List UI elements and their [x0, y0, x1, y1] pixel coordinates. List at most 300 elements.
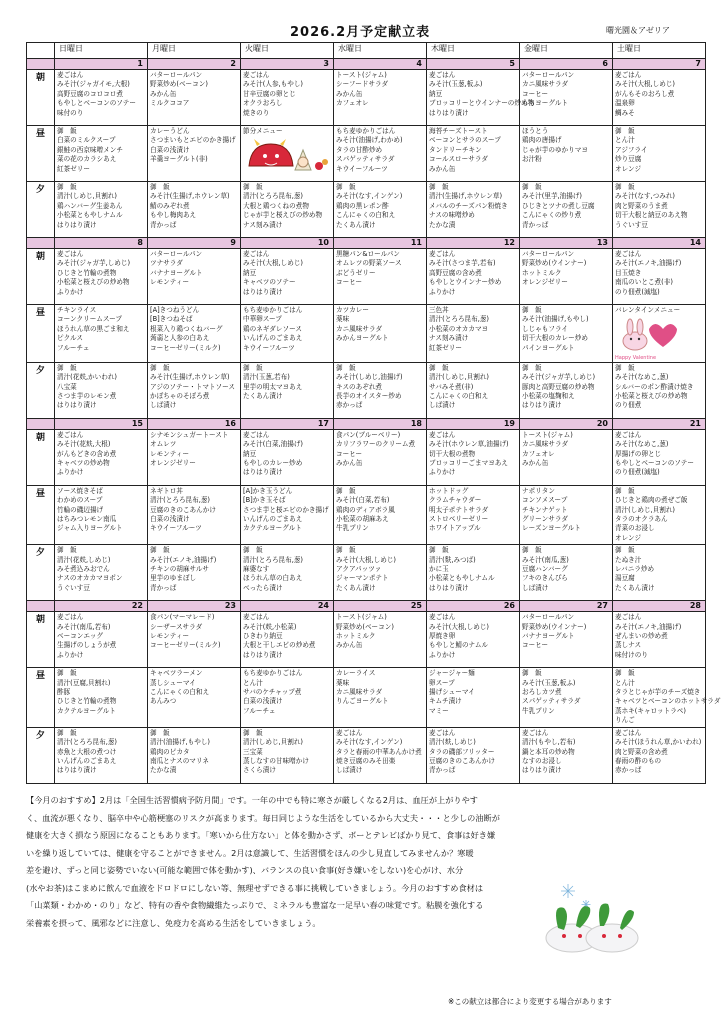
menu-item: ジャム入りヨーグルト — [57, 524, 123, 533]
menu-item: 御 飯 — [615, 546, 635, 555]
menu-item: 黒糖パン&ロールパン — [336, 250, 400, 258]
menu-item: ベーコンエッグ — [57, 632, 104, 641]
menu-item: タンドリーチキン — [429, 145, 482, 154]
menu-item: みそ煮込みおでん — [57, 565, 110, 574]
dinner-cell — [613, 545, 706, 601]
dinner-cell — [334, 545, 427, 601]
menu-item: 御 飯 — [243, 728, 263, 737]
menu-item: とん汁 — [243, 678, 263, 687]
date-number: 19 — [427, 418, 520, 429]
menu-item: みそ汁(大根,しめじ) — [336, 555, 396, 564]
breakfast-cell — [613, 70, 706, 126]
dinner-cell — [613, 182, 706, 238]
menu-item: レーズンヨーグルト — [522, 524, 581, 533]
menu-item: 蒸しなすの甘味噌かけ — [243, 756, 309, 765]
essay-line: 【今月のおすすめ】2月は「全国生活習慣病予防月間」です。一年の中でも特に寒さが厳しくなる2月は、血圧が上がりやす — [26, 795, 478, 805]
menu-item: もやしとベーコンのソテー — [615, 459, 694, 468]
menu-item: なすのお浸し — [522, 756, 562, 765]
menu-item: 清汁(花麸,かいわれ) — [57, 373, 117, 382]
menu-item: ナス刻み漬け — [429, 334, 469, 343]
menu-item: タラの磯部フリッター — [429, 747, 495, 756]
menu-item: オレンジ — [615, 533, 642, 542]
menu-item: 清汁(しめじ,貝割れ) — [243, 738, 303, 747]
date-number: 18 — [334, 418, 427, 429]
menu-item: 小松菜の胡麻あえ — [336, 515, 389, 524]
menu-item: バナナヨーグルト — [150, 268, 203, 277]
menu-item: はりはり漬け — [57, 220, 97, 229]
breakfast-cell — [427, 70, 535, 126]
menu-item: 野菜炒め(ベーコン) — [150, 80, 208, 89]
breakfast-cell — [148, 70, 241, 126]
menu-item: カレーうどん — [150, 127, 190, 135]
menu-item: みかんヨーグルト — [336, 334, 389, 343]
menu-item: 明太子ポテトサラダ — [429, 505, 489, 514]
lunch-cell — [241, 126, 334, 182]
menu-item: ももヨーグルト — [522, 99, 568, 108]
meal-label: 昼 — [27, 126, 55, 182]
menu-item: 麦ごはん — [243, 71, 270, 79]
menu-item: みそ汁(生揚げ,ホウレン草) — [150, 373, 230, 382]
date-number: 22 — [55, 601, 148, 612]
menu-item: 清汁(麩,みつば) — [429, 555, 476, 564]
menu-item: オムレツ — [150, 440, 177, 449]
menu-item: はりはり漬け — [243, 468, 283, 477]
menu-item: [B]きつねそば — [150, 315, 193, 324]
menu-item: カニ風味サラダ — [522, 80, 569, 89]
lunch-cell — [520, 485, 613, 544]
menu-item: 御 飯 — [336, 363, 356, 372]
menu-item: カニ風味サラダ — [336, 688, 383, 697]
menu-item: みそ汁(里芋,油揚げ) — [522, 192, 582, 201]
menu-item: ピクルス — [57, 334, 83, 343]
essay-line: 差を避け、ずっと同じ姿勢でいない(可能な範囲で体を動かす)、バランスの良い食事(好き嫌いをしない)を心がけ、水分 — [26, 865, 464, 875]
menu-item: しじゃもフライ — [522, 324, 568, 333]
menu-body — [27, 59, 721, 784]
menu-item: 鶏肉の黒レポン酢 — [336, 201, 389, 210]
menu-item: 竹輪の磯辺揚げ — [57, 505, 104, 514]
menu-item: みそ汁(ジャガ芋,しめじ) — [522, 373, 596, 382]
breakfast-cell — [427, 612, 520, 668]
date-number: 16 — [148, 418, 241, 429]
menu-item: レバニラ炒め — [615, 565, 655, 574]
menu-item: オクラおろし — [243, 99, 283, 108]
menu-item: タラとじゃが芋のチーズ焼き — [615, 688, 701, 697]
menu-item: 清汁(とろろ昆布,葱) — [243, 555, 303, 564]
date-number: 24 — [241, 601, 334, 612]
essay-line: 栄養素を摂って、風邪などに注意し、免疫力を高める生活をしていきましょう。 — [26, 917, 321, 928]
menu-item: 紅茶ゼリー — [429, 343, 462, 352]
menu-item: みそ汁(南瓜,若布) — [57, 622, 111, 631]
menu-item: カニ風味サラダ — [522, 440, 569, 449]
menu-item: しば漬け — [429, 401, 456, 410]
menu-item: みかん缶 — [336, 89, 363, 98]
date-row — [27, 238, 706, 249]
breakfast-cell — [613, 612, 706, 668]
menu-item: みそ汁(麸,小松菜) — [243, 622, 297, 631]
menu-item: 赤かっぱ — [615, 766, 642, 775]
menu-item: アクアパッツァ — [336, 565, 382, 574]
menu-item: アジフライ — [615, 145, 648, 154]
menu-item: みそ汁(大根,しめじ) — [429, 622, 489, 631]
menu-item: しば漬け — [336, 766, 363, 775]
menu-item: みそ汁(ジャガイモ,大根) — [57, 80, 130, 89]
dinner-cell — [55, 182, 148, 238]
menu-item: ストロベリーゼリー — [429, 515, 489, 524]
weekday-header: 土曜日 — [613, 43, 706, 59]
menu-item: みそ汁(生揚げ,ホウレン草) — [150, 192, 230, 201]
lunch-cell — [55, 126, 148, 182]
menu-item: お汁粉 — [522, 155, 542, 164]
menu-item: ひきわり納豆 — [243, 632, 283, 641]
menu-item: ふりかけ — [57, 650, 84, 659]
menu-item: 麦ごはん — [522, 728, 549, 737]
date-number: 14 — [613, 238, 706, 249]
lunch-row — [27, 668, 706, 727]
menu-item: 銀鮭の西京味噌メンチ — [57, 145, 123, 154]
lunch-cell — [613, 668, 721, 727]
dinner-row — [27, 727, 706, 783]
menu-item: 御 飯 — [336, 183, 356, 191]
dinner-cell — [241, 727, 334, 783]
menu-item: べったら漬け — [243, 583, 283, 592]
menu-item: グリーンサラダ — [522, 515, 568, 524]
menu-item: 御 飯 — [243, 183, 263, 191]
menu-item: みそ汁(花麸,大根) — [57, 440, 111, 449]
menu-item: ブロッコリーとウインナーの炒め物 — [429, 99, 535, 108]
dinner-cell — [148, 545, 241, 601]
menu-item: はりはり漬け — [57, 401, 97, 410]
meal-label: 夕 — [27, 182, 55, 238]
menu-item: さつま芋のレモン煮 — [57, 392, 117, 401]
date-number: 3 — [241, 59, 334, 70]
menu-item: ソース焼きそば — [57, 486, 103, 495]
menu-item: カリフラワーのクリーム煮 — [336, 440, 416, 449]
menu-item: 御 飯 — [615, 669, 635, 678]
menu-item: 御 飯 — [57, 728, 77, 737]
date-number: 25 — [334, 601, 427, 612]
menu-item: 麦ごはん — [615, 250, 642, 258]
menu-item: 卵スープ — [429, 678, 455, 687]
menu-item: フキのきんぴら — [522, 574, 568, 583]
dinner-cell — [241, 545, 334, 601]
breakfast-cell — [520, 429, 613, 485]
lunch-cell — [55, 305, 148, 363]
menu-item: 麦ごはん — [429, 71, 456, 79]
menu-item: コーヒー — [336, 449, 363, 458]
dinner-cell — [55, 362, 148, 418]
menu-item: 厚揚げの卵とじ — [615, 449, 662, 458]
menu-item: 麦ごはん — [615, 728, 642, 737]
menu-item: もち麦ゆかりごはん — [243, 306, 303, 314]
menu-item: とん汁 — [615, 678, 635, 687]
dinner-cell — [148, 182, 241, 238]
menu-item: みそ汁(大根,しめじ) — [243, 259, 303, 268]
menu-item: カツカレー — [336, 306, 369, 314]
menu-item: キャベツとベーコンのホットサラダ — [615, 697, 721, 706]
menu-item: たくあん漬け — [243, 392, 283, 401]
menu-item: 清汁(とろろ昆布,葱) — [150, 496, 210, 505]
menu-item: サバのケチャップ煮 — [243, 688, 302, 697]
menu-item: フルーチェ — [57, 343, 90, 352]
menu-item: バターロールパン — [150, 71, 203, 79]
menu-item: ジャージャー麺 — [429, 669, 475, 678]
menu-item: ふりかけ — [429, 287, 456, 296]
menu-item: みそ汁(油揚げ,わかめ) — [336, 136, 403, 145]
menu-item: カクテルヨーグルト — [57, 706, 116, 715]
essay-line: く、血流が悪くなり、脳卒中や心筋梗塞のリスクが高まります。毎日同じような生活をしているから大丈夫・・・と少しの油断が — [26, 812, 500, 823]
lunch-cell — [427, 305, 520, 363]
meal-label: 朝 — [27, 612, 55, 668]
menu-item: ふりかけ — [429, 650, 456, 659]
snow-rabbit-icon — [528, 878, 648, 958]
menu-item: はりはり漬け — [522, 401, 562, 410]
menu-item: みそ汁(ホウレン草,油揚げ) — [429, 440, 509, 449]
menu-item: 三色丼 — [429, 306, 449, 314]
menu-item: 青かっぱ — [429, 766, 456, 775]
lunch-cell — [427, 126, 520, 182]
dinner-cell — [520, 727, 613, 783]
menu-item: 牛乳プリン — [336, 524, 369, 533]
menu-item: 目玉焼き — [615, 268, 642, 277]
breakfast-cell — [241, 429, 334, 485]
date-number: 6 — [520, 59, 613, 70]
menu-item: もやし梅肉あえ — [150, 211, 197, 220]
menu-item: アジのソテー・トマトソース — [150, 382, 235, 391]
menu-item: 野菜炒め(ベーコン) — [336, 622, 394, 631]
menu-item: 南瓜とナスのマリネ — [150, 756, 209, 765]
menu-item: オムレツの野菜ソース — [336, 259, 402, 268]
menu-item: いんげんのごまあえ — [243, 334, 303, 343]
menu-item: 切干大根の煮物 — [429, 449, 476, 458]
menu-item: 清汁(とろろ昆布,葱) — [57, 738, 117, 747]
menu-item: みそ汁(白菜,油揚げ) — [243, 440, 303, 449]
menu-item: 鶏肉のディアボラ風 — [336, 505, 395, 514]
date-number: 2 — [148, 59, 241, 70]
menu-item: たくあん漬け — [336, 220, 376, 229]
menu-item: キウイーフルーツ — [243, 343, 295, 352]
menu-item: はりはり漬け — [429, 108, 469, 117]
menu-item: レモンティー — [150, 449, 190, 458]
menu-item: みそ汁(ほうれん草,かいわれ) — [615, 738, 702, 747]
weekday-header: 日曜日 — [55, 43, 148, 59]
menu-item: カクテルヨーグルト — [243, 524, 302, 533]
menu-item: 麦ごはん — [615, 613, 642, 622]
menu-item: みそ汁(エノキ,油揚げ) — [615, 622, 682, 631]
menu-item: バターロールパン — [522, 613, 575, 622]
menu-item: はりはり漬け — [243, 287, 283, 296]
menu-item: バターロールパン — [522, 250, 575, 258]
breakfast-row — [27, 429, 706, 485]
menu-item: 御 飯 — [57, 127, 77, 135]
menu-item: 御 飯 — [522, 183, 542, 191]
menu-item: ブロッコリーごまマヨあえ — [429, 459, 508, 468]
menu-item: サバみそ煮(非) — [429, 382, 474, 391]
lunch-cell — [148, 485, 241, 544]
menu-table — [26, 42, 721, 784]
menu-item: 麻婆なす — [243, 565, 270, 574]
menu-item: 長芋のオイスター炒め — [336, 392, 402, 401]
menu-item: ホットミルク — [336, 632, 376, 641]
breakfast-cell — [613, 429, 706, 485]
dinner-cell — [520, 182, 613, 238]
menu-item: りんごヨーグルト — [336, 697, 389, 706]
menu-item: 高野豆腐の含め煮 — [429, 268, 482, 277]
menu-item: 御 飯 — [336, 486, 356, 495]
lunch-cell — [55, 485, 148, 544]
essay-line: 「山菜類・わかめ・のり」など、特有の香や食物繊維たっぷりで、ミネラルも豊富な一足早い春の味覚です。粘膜を強化する — [26, 900, 484, 910]
menu-item: もやしとウインナー炒め — [429, 278, 502, 287]
menu-item: 豆腐ハンバーグ — [522, 565, 568, 574]
menu-item: シーフードサラダ — [336, 80, 389, 89]
menu-item: 御 飯 — [429, 183, 449, 191]
lunch-cell — [613, 126, 706, 182]
dinner-cell — [334, 362, 427, 418]
menu-item: しば漬け — [522, 583, 549, 592]
menu-item: ほうれん草の白あえ — [243, 574, 303, 583]
menu-item: 焼きのり — [243, 108, 270, 117]
weekday-header: 金曜日 — [520, 43, 613, 59]
menu-item: 野菜炒め(ウインナー) — [522, 622, 587, 631]
menu-item: 清汁(とろろ昆布,葱) — [243, 192, 303, 201]
breakfast-cell — [334, 249, 427, 305]
breakfast-cell — [55, 249, 148, 305]
menu-item: 御 飯 — [150, 183, 170, 191]
menu-item: 南瓜のいとこ煮(非) — [615, 278, 673, 287]
menu-item: ベーコンとサラのスープ — [429, 136, 501, 145]
menu-item: ツナサラダ — [150, 259, 183, 268]
menu-item: みそ汁(なす,つみれ) — [615, 192, 675, 201]
menu-item: もやしとベーコンのソテー — [57, 99, 136, 108]
menu-item: 蒸しナス — [615, 641, 642, 650]
dinner-row — [27, 362, 706, 418]
breakfast-cell — [241, 70, 334, 126]
menu-item: キウイーフルーツ — [336, 164, 388, 173]
date-number: 21 — [613, 418, 706, 429]
date-number: 10 — [241, 238, 334, 249]
menu-item: 八宝菜 — [57, 382, 77, 391]
change-notice: ※この献立は都合により変更する場合があります — [448, 997, 612, 1006]
menu-item: 御 飯 — [522, 363, 542, 372]
menu-item: ひじきとツナの煮し豆腐 — [522, 201, 595, 210]
menu-item: 厚焼き卵 — [429, 632, 456, 641]
dinner-cell — [241, 362, 334, 418]
menu-item: みそ汁(人参,もやし) — [243, 80, 303, 89]
menu-item: [A]かき玉うどん — [243, 486, 293, 495]
menu-item: みそ汁(ジャガ芋,しめじ) — [57, 259, 131, 268]
menu-item: 清汁(麸,しめじ) — [429, 738, 476, 747]
menu-item: チキンナゲット — [522, 505, 568, 514]
menu-item: 清汁(しめじ,貝割れ) — [615, 505, 675, 514]
menu-item: 牛乳プリン — [522, 706, 555, 715]
menu-item: タラの甘酢炒め — [336, 145, 383, 154]
menu-item: ナスのオカカマヨポン — [57, 574, 123, 583]
menu-item: フルーチェ — [243, 706, 276, 715]
menu-item: ホットミルク — [522, 268, 562, 277]
menu-item: カフェオレ — [336, 99, 369, 108]
menu-item: 豆腐のきのこあんかけ — [429, 756, 495, 765]
menu-item: ナス刻み漬け — [243, 220, 283, 229]
menu-item: バターロールパン — [522, 71, 575, 79]
menu-item: 麦ごはん — [429, 728, 456, 737]
menu-item: 麦ごはん — [243, 613, 270, 622]
dinner-cell — [613, 727, 706, 783]
date-row — [27, 59, 706, 70]
menu-item: 温泉卵 — [615, 99, 635, 108]
menu-item: ひじきと鶏肉の煮ぜご飯 — [615, 496, 688, 505]
lunch-cell — [334, 668, 427, 727]
menu-item: 御 飯 — [150, 728, 170, 737]
menu-item: こんにゃくの白和え — [429, 392, 489, 401]
menu-item: りんご — [615, 716, 635, 725]
menu-item: オレンジゼリー — [522, 278, 568, 287]
menu-item: 麦ごはん — [615, 71, 642, 79]
menu-item: 青菜のお浸し — [615, 524, 655, 533]
menu-item: 紅茶ゼリー — [57, 164, 90, 173]
corner-cell — [27, 43, 55, 59]
menu-item: 白菜の浅漬け — [243, 697, 283, 706]
menu-item: 清汁(玉葱,若布) — [243, 373, 290, 382]
breakfast-cell — [427, 249, 520, 305]
menu-item: 菜の花のカラシあえ — [57, 155, 117, 164]
menu-item: 御 飯 — [522, 306, 542, 314]
menu-item: シナモンシュガートースト — [150, 430, 229, 439]
menu-item: たかな漬 — [429, 220, 456, 229]
menu-item: みそ汁(なす,インゲン) — [336, 738, 403, 747]
lunch-cell — [427, 485, 520, 544]
menu-item: タラと春雨の中華あんかけ煮 — [336, 747, 422, 756]
menu-item: レモンティー — [150, 632, 190, 641]
breakfast-cell — [520, 249, 613, 305]
menu-item: オレンジゼリー — [150, 459, 196, 468]
menu-item: 小松菜と桜えびの炒め物 — [57, 278, 130, 287]
menu-item: 焼き豆腐のみそ田楽 — [336, 756, 396, 765]
dinner-row — [27, 545, 706, 601]
menu-item: 豆腐のきのこあんかけ — [150, 505, 216, 514]
menu-item: 清汁(しめじ,貝割れ) — [57, 192, 117, 201]
menu-item: もやしと鯖のナムル — [429, 641, 489, 650]
menu-item: ひじきと竹輪の煮物 — [57, 268, 117, 277]
menu-item: シルバーのポン酢漬け焼き — [615, 382, 694, 391]
lunch-row — [27, 485, 706, 544]
menu-item: 小松菜と桜えびの炒め物 — [615, 392, 688, 401]
heart-text: Happy Valentine — [615, 354, 657, 361]
menu-item: レモンティー — [150, 278, 190, 287]
breakfast-cell — [148, 612, 241, 668]
menu-item: 納豆 — [429, 89, 443, 98]
dinner-cell — [427, 182, 520, 238]
date-number: 26 — [427, 601, 520, 612]
menu-item: ナポリタン — [522, 486, 555, 495]
menu-item: タラのオクラあん — [615, 515, 668, 524]
date-number: 23 — [148, 601, 241, 612]
menu-item: 小松菜のオカカマヨ — [429, 324, 489, 333]
menu-item: 赤魚と大根の煮つけ — [57, 747, 117, 756]
menu-item: メバルのチーズパン粉焼き — [429, 201, 508, 210]
breakfast-cell — [55, 70, 148, 126]
date-number: 13 — [520, 238, 613, 249]
menu-item: 小松菜ともやしナムル — [429, 574, 495, 583]
menu-item: 白菜のミルクスープ — [57, 136, 116, 145]
menu-item: ネギトロ丼 — [150, 486, 183, 495]
menu-item: キムチ漬け — [429, 697, 462, 706]
lunch-cell — [148, 668, 241, 727]
dinner-cell — [148, 362, 241, 418]
date-number: 8 — [55, 238, 148, 249]
weekday-header: 木曜日 — [427, 43, 520, 59]
menu-item: みかん缶 — [336, 459, 363, 468]
menu-item: たくあん漬け — [615, 583, 655, 592]
menu-item: 清汁(豆腐,貝割れ) — [57, 678, 111, 687]
